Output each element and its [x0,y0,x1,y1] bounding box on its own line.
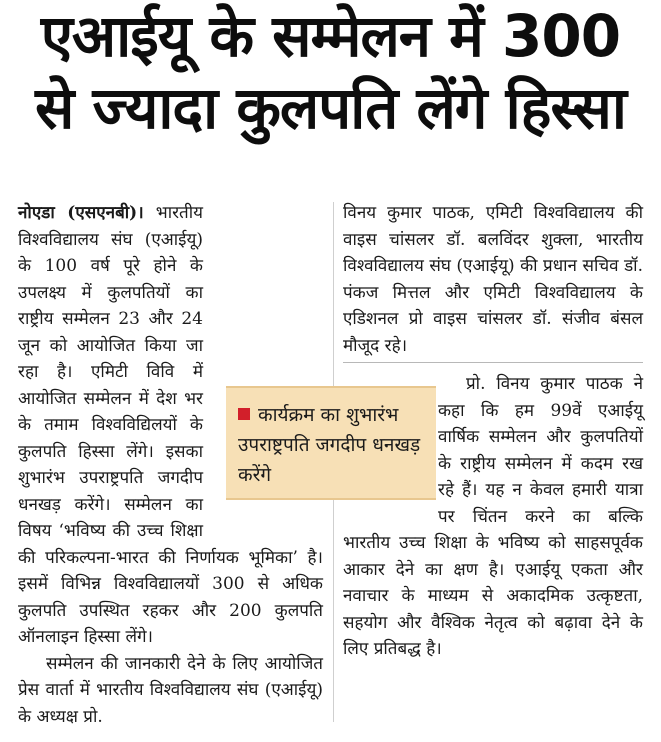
left-paragraph-1-text: भारतीय विश्वविद्यालय संघ (एआईयू) के 100 वर्ष पूरे होने के उपलक्ष्य में कुलपतियों का राष्ट्रीय सम्मेलन 23 और 24 जून को आयोजित किया जा रहा है। एमिटी विवि में आयोजित सम्मेलन में देश भर के तमाम विश्वविद्यिलयों के कुलपति हिस्सा लेंगे। इसका शुभारंभ उपराष्ट्रपति जगदीप धनखड़ करेंगे। सम्मेलन का विषय ‘भविष्य की उच्च शिक्षा की परिकल्पना-भारत की निर्णायक भूमिका’ है। इसमें विभिन्न विश्वविद्यालयों 300 से अधिक कुलपति उपस्थित रहकर और 200 कुलपति ऑनलाइन हिस्सा लेंगे। [18,203,323,647]
pullquote-box [226,386,436,500]
pullquote-text: कार्यक्रम का शुभारंभ उपराष्ट्रपति जगदीप धनखड़ करेंगे [238,404,421,486]
dateline: नोएडा (एसएनबी)। [18,203,144,223]
headline-line-2: से ज्यादा कुलपति लेंगे हिस्सा [35,74,626,142]
left-paragraph-2: सम्मेलन की जानकारी देने के लिए आयोजित प्रेस वार्ता में भारतीय विश्वविद्यालय संघ (एआईयू) के अध्यक्ष प्रो. [18,653,323,727]
headline [0,0,661,144]
red-square-bullet-icon [238,408,250,420]
section-rule [343,362,643,363]
right-paragraph-1: विनय कुमार पाठक, एमिटी विश्वविद्यालय की वाइस चांसलर डॉ. बलविंदर शुक्ला, भारतीय विश्वविद्यालय संघ (एआईयू) की प्रधान सचिव डॉ. पंकज मित्तल और एमिटी विश्वविद्यालय के एडिशनल प्रो वाइस चांसलर डॉ. संजीव बंसल मौजूद रहे। [343,203,643,356]
right-paragraph-2-text: प्रो. विनय कुमार पाठक ने कहा कि हम 99वें एआईयू वार्षिक सम्मेलन और कुलपतियों के राष्ट्रीय सम्मेलन में कदम रख रहे हैं। यह न केवल हमारी यात्रा पर चिंतन करने का बल्कि भारतीय उच्च शिक्षा के भविष्य को साहसपूर्वक आकार देने का क्षण है। एआईयू एकता और नवाचार के माध्यम से अकादमिक उत्कृष्टता, सहयोग और वैश्विक नेतृत्व को बढ़ावा देने के लिए प्रतिबद्ध है। [343,374,643,659]
headline-line-1: एआईयू के सम्मेलन में 300 [40,2,621,70]
